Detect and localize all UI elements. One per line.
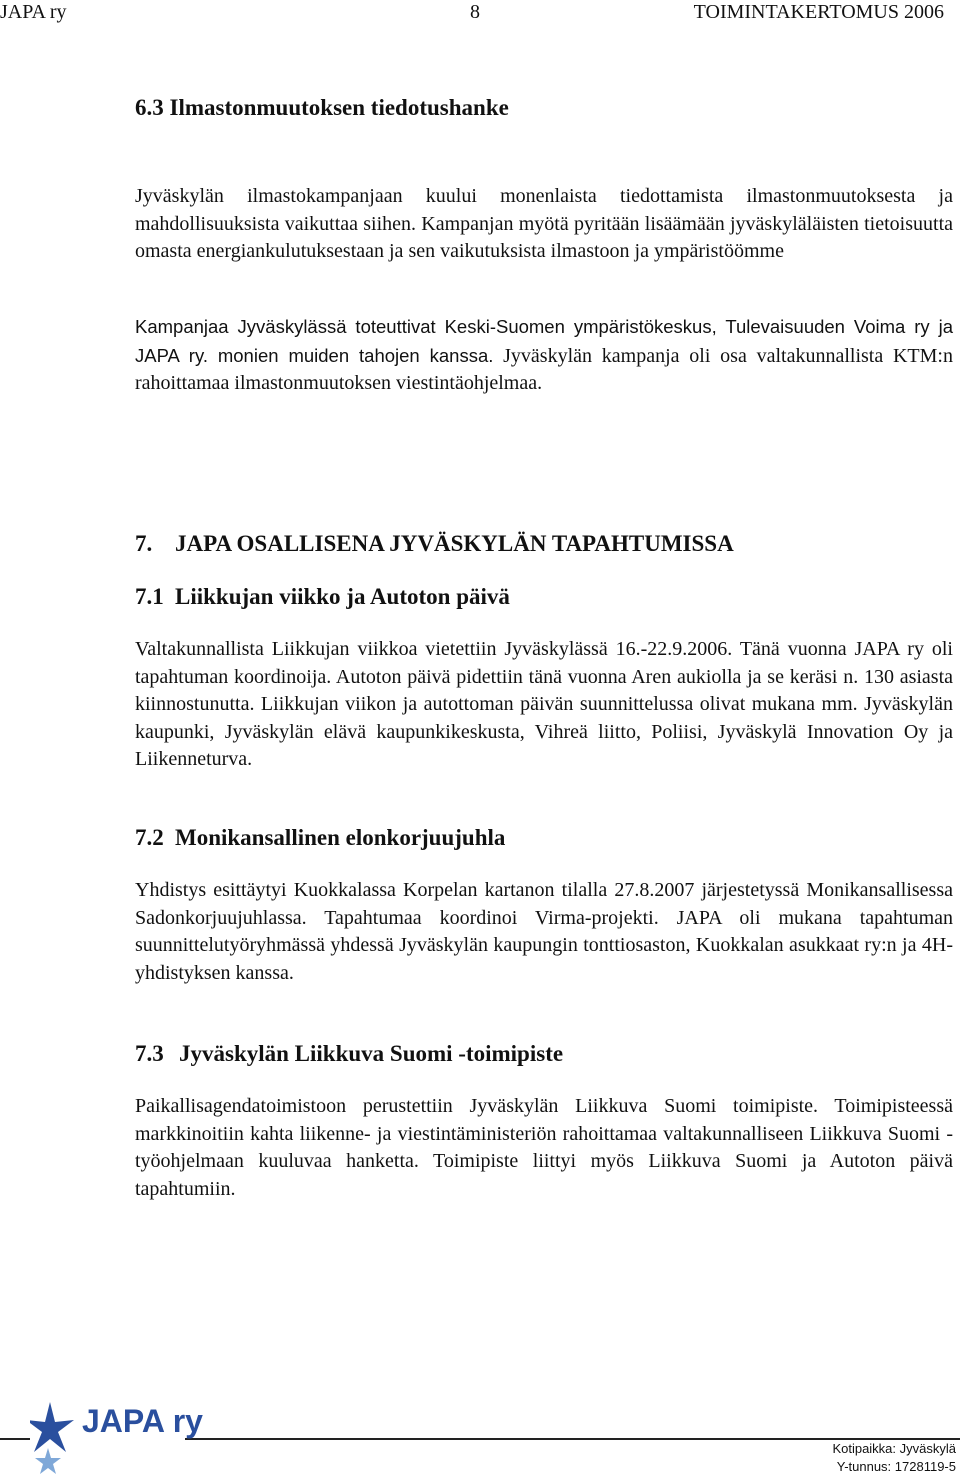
footer-rule-left — [0, 1438, 30, 1440]
small-star-icon — [35, 1448, 61, 1474]
section-7-2-heading — [135, 824, 505, 852]
section-7-title: JAPA OSALLISENA JYVÄSKYLÄN TAPAHTUMISSA — [175, 531, 734, 556]
header-report-title: TOIMINTAKERTOMUS 2006 — [693, 1, 944, 23]
section-6-3-paragraph-1: Jyväskylän ilmastokampanjaan kuului monenlaista tiedottamista ilmastonmuutoksesta ja mahdollisuuksista vaikuttaa siihen. Kampanjan myötä pyritään lisäämään jyväskyläläisten tietoisuutta omasta energiankulutuksestaan ja sen vaikutuksista ilmastoon ja ympäristöömme — [135, 185, 953, 262]
section-7-1-number: 7.1 — [135, 584, 164, 609]
footer-ytunnus: Y-tunnus: 1728119-5 — [836, 1459, 956, 1474]
japa-logo — [30, 1400, 203, 1475]
section-7-heading — [135, 530, 734, 558]
section-7-1-heading — [135, 583, 510, 611]
section-7-3-body: Paikallisagendatoimistoon perustettiin Jyväskylän Liikkuva Suomi toimipiste. Toimipisteessä markkinoitiin kahta liikenne- ja viestintäministeriön rahoittamaa valtakunnalliseen Liikkuva Suomi -työohjelmaan kuuluvaa hanketta. Toimipiste liittyi myös Liikkuva Suomi ja Autoton päivä tapahtumiin. — [135, 1095, 953, 1200]
section-7-1-title: Liikkujan viikko ja Autoton päivä — [175, 584, 510, 609]
section-7-2-body: Yhdistys esittäytyi Kuokkalassa Korpelan kartanon tilalla 27.8.2007 järjestetyssä Monikansallisessa Sadonkorjuujuhlassa. Tapahtumaa koordinoi Virma-projekti. JAPA oli mukana tapahtuman suunnittelutyöryhmässä yhdessä Jyväskylän kaupungin tonttiosaston, Kuokkalan asukkaat ry:n ja 4H-yhdistyksen kanssa. — [135, 879, 953, 984]
paragraph-2-sans-part: Kampanjaa Jyväskylässä toteuttivat Keski-Suomen ympäristökeskus, Tulevaisuuden Voima ry ja JAPA ry. monien muiden tahojen kanssa. — [135, 316, 953, 366]
section-7-number: 7. — [135, 531, 153, 556]
section-7-2-title: Monikansallinen elonkorjuujuhla — [175, 825, 506, 850]
section-7-3-title: Jyväskylän Liikkuva Suomi -toimipiste — [179, 1041, 564, 1066]
footer-rule-right — [185, 1438, 960, 1440]
logo-text: JAPA ry — [82, 1403, 203, 1439]
paragraph-2-serif-part: Jyväskylän kampanja oli osa valtakunnallista KTM:n rahoittamaa ilmastonmuutoksen viestintäohjelmaa. — [135, 344, 953, 394]
header-org: JAPA ry — [0, 1, 67, 23]
section-7-2-number: 7.2 — [135, 825, 164, 850]
section-7-3-number: 7.3 — [135, 1041, 164, 1066]
section-7-1-body: Valtakunnallista Liikkujan viikkoa vietettiin Jyväskylässä 16.-22.9.2006. Tänä vuonna JAPA ry oli tapahtuman koordinoija. Autoton päivä pidettiin tänä vuonna Aren aukiolla ja se keräsi n. 130 asiasta kiinnostunutta. Liikkujan viikon ja autottoman päivän suunnittelussa olivat mukana mm. Jyväskylän kaupunki, Jyväskylän elävä kaupunkikeskusta, Vihreä liitto, Poliisi, Jyväskylä Innovation Oy ja Liikenneturva. — [135, 638, 953, 770]
page-number: 8 — [470, 1, 480, 23]
star-icon — [30, 1402, 74, 1452]
section-6-3-paragraph-2 — [135, 313, 953, 398]
footer-kotipaikka: Kotipaikka: Jyväskylä — [832, 1441, 956, 1456]
section-6-3-title: 6.3 Ilmastonmuutoksen tiedotushanke — [135, 95, 509, 120]
section-7-3-heading — [135, 1040, 563, 1068]
